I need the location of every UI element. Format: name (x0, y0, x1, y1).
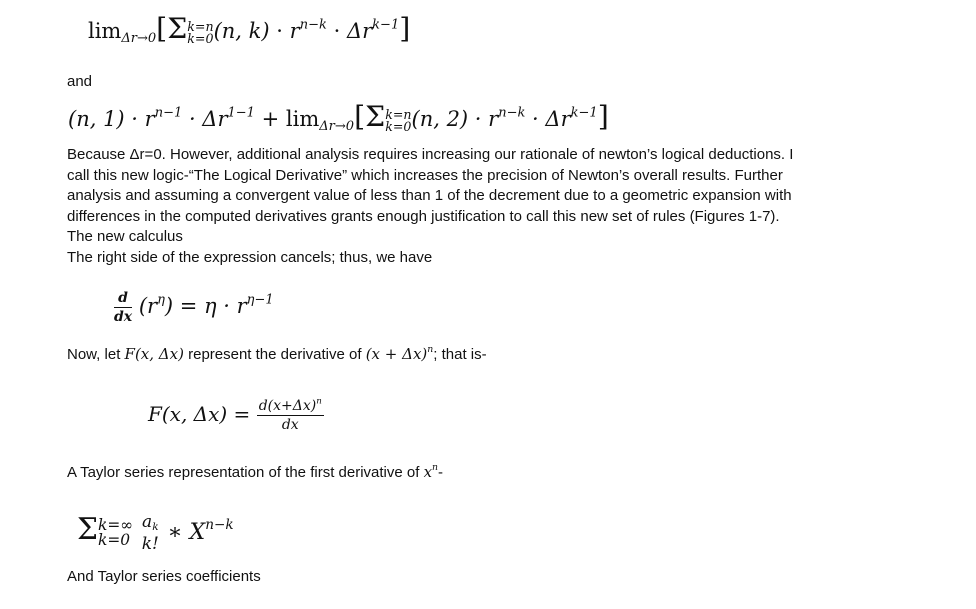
lhs-exponent: η (157, 292, 165, 308)
equation-second-expansion (68, 100, 609, 133)
now-mid: represent the derivative of (183, 346, 366, 363)
base-delta-r: Δr (346, 19, 373, 43)
taylor-line (67, 462, 443, 484)
sum-limits-2 (385, 106, 412, 134)
sum-upper-2: k=n (385, 106, 412, 122)
now-pre: Now, let (67, 346, 125, 363)
sum-limits-3 (98, 518, 133, 547)
fraction-numerator: d (114, 290, 132, 308)
taylor-post: - (438, 464, 444, 481)
coefficients-text: And Taylor series coefficients (67, 568, 261, 585)
paragraph-line: analysis and assuming a convergent value of less than 1 of the decrement due to a geometric expansion with (67, 187, 792, 204)
F-fraction (257, 398, 324, 433)
base-r: r (289, 19, 300, 43)
taylor-var-exponent: n (432, 462, 439, 474)
first-term-delta: · Δr (182, 107, 228, 131)
rhs-term: = η · r (173, 294, 247, 318)
exponent-k-minus-1: k−1 (372, 17, 400, 33)
exponent-n-minus-k: n−k (299, 17, 327, 33)
star-operator: ∗ (167, 520, 183, 545)
first-term-delta-exponent: 1−1 (227, 105, 255, 121)
sum-lower: k=0 (187, 30, 214, 46)
first-term-exponent: n−1 (154, 105, 183, 121)
now-post: ; that is- (433, 346, 487, 363)
lim-operator-2: lim (285, 107, 320, 131)
plus-operator: + (254, 107, 286, 131)
sum-lower-3: k=0 (98, 531, 131, 549)
coefficient-fraction (140, 512, 161, 554)
taylor-var: x (423, 463, 433, 481)
equation-limit-sum (88, 12, 410, 45)
coefficient-numerator (140, 512, 161, 533)
now-expr-exponent: n (427, 344, 434, 356)
first-term: (n, 1) · r (68, 107, 155, 131)
F-numerator (257, 398, 324, 416)
lim-subscript: Δr→0 (121, 30, 157, 46)
binomial-term-2: (n, 2) · r (411, 107, 499, 131)
lim-operator: lim (88, 19, 122, 43)
sum-limits (187, 18, 214, 46)
lhs-base: (r (138, 294, 158, 318)
body-paragraph (67, 145, 927, 268)
paragraph-line: call this new logic-“The Logical Derivative” which increases the precision of Newton’s overall results. Further (67, 166, 783, 184)
right-bracket: ] (399, 12, 411, 45)
paragraph-line: differences in the computed derivatives grants enough justification to call this new set of rules (Figures 1-7). (67, 207, 780, 225)
dot-operator: · (276, 19, 283, 43)
sigma-symbol: Σ (167, 12, 188, 45)
right-bracket-2: ] (597, 100, 609, 133)
sum-upper: k=n (187, 18, 214, 34)
sum-lower-2: k=0 (385, 118, 412, 134)
F-numerator-exponent: n (316, 396, 322, 407)
now-func: F(x, Δx) (124, 345, 184, 363)
exponent-k-minus-1-2: k−1 (570, 105, 598, 121)
now-expr: (x + Δx) (365, 345, 428, 363)
taylor-variable: X (189, 520, 206, 545)
sigma-symbol-2: Σ (365, 100, 386, 133)
equation-power-rule (114, 290, 274, 325)
paragraph-line: The new calculus (67, 228, 183, 245)
sum-upper-3: k=∞ (98, 516, 134, 535)
lhs-close: ) (164, 294, 174, 318)
coefficient-a: a (142, 512, 153, 532)
lim-subscript-2: Δr→0 (319, 118, 355, 134)
rhs-exponent: η−1 (246, 292, 274, 308)
F-lhs: F(x, Δx) = (148, 402, 251, 426)
equation-taylor-series (77, 512, 234, 554)
taylor-variable-exponent: n−k (205, 516, 234, 533)
delta-term-2: · Δr (525, 107, 571, 131)
F-denominator: dx (281, 417, 299, 433)
coefficient-denominator: k! (141, 534, 159, 554)
now-let-line (67, 344, 487, 366)
derivative-fraction (114, 290, 132, 325)
paragraph-line: Because Δr=0. However, additional analysis requires increasing our rationale of newton’s logical deductions. I (67, 146, 794, 163)
paragraph-line: The right side of the expression cancels; thus, we have (67, 248, 433, 266)
exponent-n-minus-k-2: n−k (498, 105, 526, 121)
left-bracket-2: [ (354, 100, 366, 133)
coefficient-a-subscript: k (152, 521, 159, 534)
and-text: and (67, 73, 93, 90)
dot-operator-2: · (333, 19, 341, 43)
equation-F (148, 398, 324, 433)
fraction-denominator: dx (114, 309, 133, 325)
F-numerator-expr: d(x+Δx) (258, 398, 317, 414)
left-bracket: [ (156, 12, 168, 45)
sigma-symbol-3: Σ (77, 512, 98, 547)
binomial-term: (n, k) (213, 19, 270, 43)
taylor-pre: A Taylor series representation of the first derivative of (67, 464, 424, 481)
